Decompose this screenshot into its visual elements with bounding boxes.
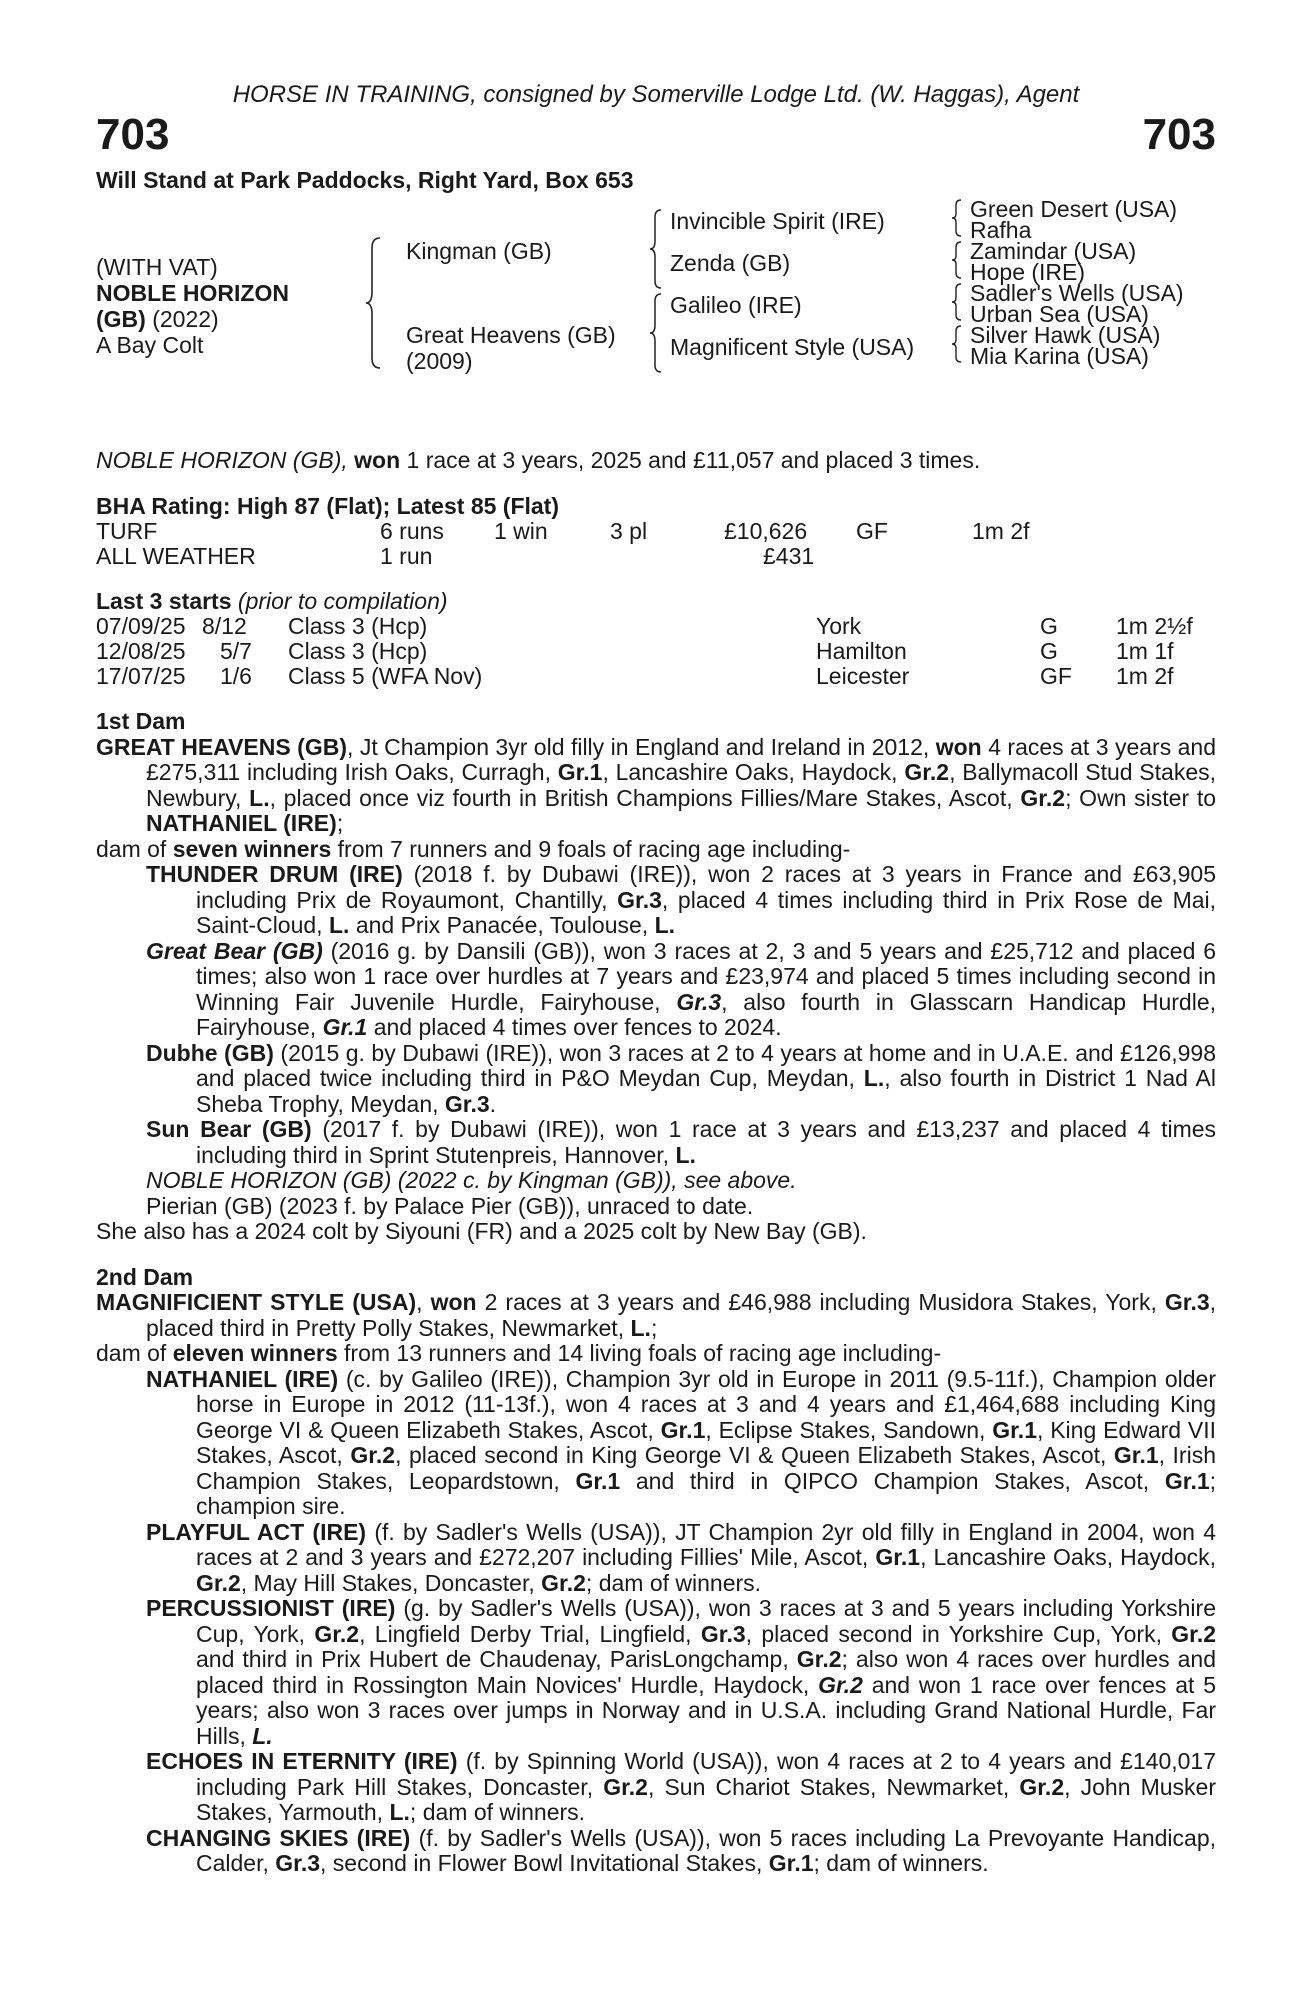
- text: , Lingfield Derby Trial, Lingfield,: [359, 1620, 692, 1647]
- sire-dam: Zenda (GB): [670, 250, 791, 276]
- progeny-entry: Pierian (GB) (2023 f. by Palace Pier (GB)), unraced to date.: [146, 1192, 754, 1219]
- start-position: 8/12: [202, 613, 247, 639]
- start-row: [96, 664, 1216, 689]
- ratings-block: [96, 494, 1216, 569]
- text: ;: [650, 1314, 658, 1341]
- dam-name: GREAT HEAVENS (GB): [96, 733, 347, 760]
- text: (2016 g. by Dansili (GB)), won 3 races at 2, 3 and 5 years and £25,712 and placed 6 times; also won 1 race over hurdles at 7 years and £23,974 and placed 5 times including second in Winning Fair Juvenile Hurdle, Fairyhouse,: [196, 937, 1217, 1015]
- progeny-entry: [96, 1596, 1216, 1749]
- horse-origin: (GB): [96, 306, 146, 332]
- surface: ALL WEATHER: [96, 543, 256, 569]
- progeny-name: Dubhe (GB): [146, 1039, 274, 1066]
- gg-silver-hawk: Silver Hawk (USA): [970, 322, 1161, 348]
- progeny-name: CHANGING SKIES (IRE): [146, 1824, 411, 1851]
- text: and third in Prix Hubert de Chaudenay, ParisLongchamp,: [196, 1646, 789, 1672]
- prize: £10,626: [724, 518, 808, 544]
- horse-description: A Bay Colt: [96, 332, 204, 358]
- text: dam of: [96, 835, 167, 862]
- text: , Sun Chariot Stakes, Newmarket,: [647, 1773, 1010, 1800]
- grade: Gr.2: [1171, 1620, 1217, 1647]
- sister-name: NATHANIEL (IRE): [146, 810, 337, 836]
- dam-dam: Magnificent Style (USA): [670, 334, 915, 360]
- horse-origin-year: [96, 306, 219, 332]
- progeny-name: Great Bear (GB): [146, 937, 323, 964]
- text: (f. by Sadler's Wells (USA)), JT Champion 2yr old filly in England in 2004, won 4 races at 2 and 3 years and £272,207 including Fillies' Mile, Ascot,: [196, 1518, 1217, 1570]
- grade: Gr.3: [444, 1090, 490, 1117]
- text: (2017 f. by Dubawi (IRE)), won 1 race at 3 years and £13,237 and placed 4 times including third in Sprint Stutenpreis, Hannover,: [196, 1116, 1217, 1168]
- won: won: [430, 1289, 477, 1315]
- text: , placed second in King George VI & Queen Elizabeth Stakes, Ascot,: [395, 1442, 1107, 1468]
- grade: Gr.2: [196, 1569, 241, 1596]
- ratings-row: [96, 519, 1216, 544]
- grade: Gr.1: [875, 1544, 921, 1570]
- dam-of-line: [96, 837, 1216, 863]
- text: 2 races at 3 years and £46,988 including Musidora Stakes, York,: [484, 1289, 1157, 1315]
- listed: L.: [630, 1314, 651, 1341]
- horse-year: (2022): [152, 306, 219, 332]
- catalogue-page: [96, 80, 1216, 1877]
- start-course: York: [816, 613, 862, 639]
- brace-gg1: [950, 198, 964, 238]
- grade: Gr.2: [796, 1646, 842, 1672]
- grade: Gr.1: [992, 1416, 1037, 1443]
- text: , Irish Champion Stakes, Leopardstown,: [196, 1442, 1216, 1494]
- progeny-entry: [96, 1367, 1216, 1520]
- dam-name: MAGNIFICIENT STYLE (USA): [96, 1289, 417, 1315]
- text: ; dam of winners.: [585, 1569, 762, 1596]
- dam-name: Great Heavens (GB): [406, 322, 616, 348]
- distance: 1m 2f: [972, 518, 1030, 544]
- gg-rafha: Rafha: [970, 217, 1032, 243]
- text: ;: [336, 810, 344, 836]
- start-course: Hamilton: [816, 638, 907, 664]
- start-going: G: [1040, 613, 1058, 639]
- text: , Eclipse Stakes, Sandown,: [705, 1416, 986, 1443]
- progeny-entry: [96, 1117, 1216, 1168]
- wins: 1 win: [494, 518, 548, 544]
- grade: Gr.2: [818, 1671, 863, 1698]
- first-dam-paragraph: [96, 735, 1216, 837]
- text: , Lancashire Oaks, Haydock,: [602, 759, 898, 785]
- start-distance: 1m 2½f: [1116, 613, 1193, 639]
- text: ; Own sister to: [1065, 784, 1217, 811]
- last-starts-block: [96, 589, 1216, 689]
- grade: Gr.1: [575, 1467, 621, 1494]
- winners-count: seven winners: [172, 835, 332, 862]
- text: 4 races at 3 years and £275,311 including Irish Oaks, Curragh,: [146, 733, 1217, 785]
- gg-urban-sea: Urban Sea (USA): [970, 301, 1149, 327]
- text: ; dam of winners.: [409, 1799, 586, 1825]
- first-dam-section: [96, 709, 1216, 1245]
- progeny-entry: [96, 1749, 1216, 1826]
- bha-rating: BHA Rating: High 87 (Flat); Latest 85 (Flat): [96, 493, 559, 519]
- listed: L.: [328, 912, 350, 938]
- progeny-name: NATHANIEL (IRE): [146, 1365, 339, 1392]
- start-position: 5/7: [220, 638, 252, 664]
- also-has-line: She also has a 2024 colt by Siyouni (FR) and a 2025 colt by New Bay (GB).: [96, 1218, 867, 1244]
- text: , placed third in Pretty Polly Stakes, Newmarket,: [146, 1289, 1217, 1341]
- runs: 6 runs: [380, 518, 444, 544]
- text: , second in Flower Bowl Invitational Stakes,: [320, 1850, 763, 1876]
- progeny-name: PERCUSSIONIST (IRE): [146, 1595, 396, 1621]
- text: and won 1 race over fences at 5 years; also won 3 races over jumps in Norway and in U.S.A. including Grand National Hurdle, Far Hills,: [196, 1671, 1217, 1749]
- listed: L.: [675, 1141, 696, 1168]
- start-race: Class 3 (Hcp): [288, 638, 428, 664]
- start-race: Class 5 (WFA Nov): [288, 663, 483, 689]
- progeny-name: THUNDER DRUM (IRE): [146, 861, 403, 887]
- grade: Gr.1: [557, 759, 603, 785]
- placed: 3 pl: [610, 518, 648, 544]
- won: won: [935, 733, 982, 760]
- prize: £431: [763, 543, 815, 569]
- grade: Gr.1: [1164, 1467, 1210, 1494]
- gg-zamindar: Zamindar (USA): [970, 238, 1137, 264]
- text: and Prix Panacée, Toulouse,: [355, 912, 649, 938]
- grade: Gr.3: [275, 1850, 321, 1876]
- text: ; also won 4 races over hurdles and placed third in Rossington Main Novices' Hurdle, Haydock,: [196, 1646, 1217, 1698]
- text: (2018 f. by Dubawi (IRE)), won 2 races at 3 years in France and £63,905 including Prix de Royaumont, Chantilly,: [196, 861, 1217, 913]
- text: , placed 4 times including third in Prix Rose de Mai, Saint-Cloud,: [196, 886, 1217, 938]
- text: , John Musker Stakes, Yarmouth,: [196, 1773, 1217, 1825]
- start-race: Class 3 (Hcp): [288, 613, 428, 639]
- lot-number-right: 703: [1142, 110, 1216, 159]
- progeny-entry: [96, 939, 1216, 1041]
- grade: Gr.3: [617, 886, 662, 913]
- text: dam of: [96, 1340, 167, 1366]
- progeny-name: Sun Bear (GB): [146, 1116, 312, 1142]
- brace-gg3: [950, 282, 964, 322]
- surface: TURF: [96, 518, 158, 544]
- summary-horse-name: NOBLE HORIZON (GB),: [96, 447, 348, 473]
- brace-gg4: [950, 324, 964, 364]
- gg-mia-karina: Mia Karina (USA): [970, 343, 1149, 369]
- gg-sadlers-wells: Sadler's Wells (USA): [970, 280, 1184, 306]
- grade: Gr.2: [1020, 784, 1066, 811]
- text: , May Hill Stakes, Doncaster,: [240, 1569, 535, 1596]
- grade: Gr.1: [768, 1850, 814, 1876]
- first-dam-heading: 1st Dam: [96, 708, 186, 734]
- race-summary: [96, 446, 1216, 474]
- sire-sire: Invincible Spirit (IRE): [670, 208, 885, 234]
- progeny-entry: NOBLE HORIZON (GB) (2022 c. by Kingman (GB)), see above.: [146, 1167, 797, 1193]
- second-dam-heading: 2nd Dam: [96, 1263, 194, 1290]
- text: (2015 g. by Dubawi (IRE)), won 3 races at 2 to 4 years at home and in U.A.E. and £126,998 and placed twice including third in P&O Meydan Cup, Meydan,: [196, 1039, 1217, 1091]
- listed: L.: [654, 912, 676, 938]
- grade: Gr.2: [541, 1569, 586, 1596]
- progeny-entry: [96, 1041, 1216, 1118]
- text: and third in QIPCO Champion Stakes, Ascot,: [635, 1467, 1150, 1494]
- grade: Gr.2: [1019, 1773, 1065, 1800]
- text: and placed 4 times over fences to 2024.: [373, 1014, 782, 1040]
- going: GF: [856, 518, 888, 544]
- grade: Gr.2: [350, 1442, 396, 1468]
- text: from 7 runners and 9 foals of racing age including-: [337, 835, 851, 862]
- lot-number-left: 703: [96, 110, 170, 159]
- listed: L.: [252, 1722, 273, 1749]
- progeny-name: ECHOES IN ETERNITY (IRE): [146, 1748, 458, 1774]
- text: (c. by Galileo (IRE)), Champion 3yr old in Europe in 2011 (9.5-11f.), Champion older horse in Europe in 2012 (11-13f.), won 4 races at 3 and 4 years and £1,464,688 including King George VI & Queen Elizabeth Stakes, Ascot,: [196, 1365, 1216, 1443]
- last-starts-heading: [96, 589, 1216, 614]
- brace-main: [364, 236, 384, 370]
- progeny-entry: [96, 1520, 1216, 1597]
- progeny-entry: [96, 862, 1216, 939]
- listed: L.: [389, 1799, 410, 1825]
- start-row: [96, 614, 1216, 639]
- start-course: Leicester: [816, 663, 910, 689]
- progeny-name: PLAYFUL ACT (IRE): [146, 1518, 367, 1545]
- brace-gg2: [950, 240, 964, 280]
- text: , King Edward VII Stakes, Ascot,: [196, 1416, 1217, 1468]
- text: ; champion sire.: [196, 1467, 1217, 1519]
- last-starts-note: (prior to compilation): [237, 588, 448, 614]
- start-date: 12/08/25: [96, 638, 186, 664]
- text: ; dam of winners.: [813, 1850, 989, 1876]
- grade: Gr.3: [676, 988, 722, 1015]
- text: (f. by Spinning World (USA)), won 4 races at 2 to 4 years and £140,017 including Park Hill Stakes, Doncaster,: [196, 1748, 1216, 1800]
- start-row: [96, 639, 1216, 664]
- grade: Gr.2: [314, 1620, 360, 1647]
- grade: Gr.2: [904, 759, 950, 785]
- listed: L.: [249, 784, 270, 811]
- grade: Gr.1: [1113, 1442, 1159, 1468]
- summary-text: 1 race at 3 years, 2025 and £11,057 and placed 3 times.: [406, 447, 981, 473]
- dam-year: (2009): [406, 348, 473, 374]
- brace-sire: [648, 208, 664, 290]
- stand-location: Will Stand at Park Paddocks, Right Yard, Box 653: [96, 167, 634, 193]
- text: from 13 runners and 14 living foals of racing age including-: [344, 1340, 942, 1366]
- start-position: 1/6: [220, 663, 252, 689]
- summary-won: won: [354, 447, 401, 473]
- start-date: 07/09/25: [96, 613, 186, 639]
- lot-number-row: [96, 110, 1216, 162]
- text: .: [489, 1090, 497, 1117]
- pedigree-chart: [96, 196, 1216, 426]
- brace-dam: [648, 292, 664, 374]
- start-distance: 1m 2f: [1116, 663, 1174, 689]
- grade: Gr.1: [660, 1416, 706, 1443]
- text: (g. by Sadler's Wells (USA)), won 3 races at 3 and 5 years including Yorkshire Cup, York,: [196, 1595, 1216, 1647]
- second-dam-paragraph: [96, 1290, 1216, 1341]
- dam-of-line: [96, 1341, 1216, 1367]
- text: , also fourth in Glasscarn Handicap Hurdle, Fairyhouse,: [196, 988, 1217, 1040]
- gg-green-desert: Green Desert (USA): [970, 196, 1178, 222]
- gg-hope: Hope (IRE): [970, 259, 1086, 285]
- start-date: 17/07/25: [96, 663, 186, 689]
- text: , Lancashire Oaks, Haydock,: [920, 1544, 1217, 1570]
- text: , placed second in Yorkshire Cup, York,: [745, 1620, 1162, 1647]
- grade: Gr.3: [1164, 1289, 1210, 1315]
- sire-name: Kingman (GB): [406, 238, 552, 264]
- text: ,: [416, 1289, 423, 1315]
- horse-name: NOBLE HORIZON: [96, 280, 289, 306]
- text: , placed once viz fourth in British Champions Fillies/Mare Stakes, Ascot,: [269, 784, 1013, 811]
- last-starts-title: Last 3 starts: [96, 588, 232, 614]
- text: , also fourth in District 1 Nad Al Sheba Trophy, Meydan,: [196, 1065, 1217, 1117]
- text: (f. by Sadler's Wells (USA)), won 5 races including La Prevoyante Handicap, Calder,: [196, 1824, 1217, 1876]
- grade: Gr.3: [700, 1620, 746, 1647]
- start-going: G: [1040, 638, 1058, 664]
- ratings-row: [96, 544, 1216, 569]
- start-distance: 1m 1f: [1116, 638, 1174, 664]
- grade: Gr.2: [603, 1773, 648, 1800]
- progeny-entry: [96, 1826, 1216, 1877]
- winners-count: eleven winners: [172, 1340, 338, 1366]
- text: , Ballymacoll Stud Stakes, Newbury,: [146, 759, 1217, 811]
- text: , Jt Champion 3yr old filly in England and Ireland in 2012,: [346, 733, 930, 760]
- grade: Gr.1: [322, 1014, 368, 1040]
- start-going: GF: [1040, 663, 1072, 689]
- vat-note: (WITH VAT): [96, 254, 218, 280]
- consignment-line: HORSE IN TRAINING, consigned by Somerville Lodge Ltd. (W. Haggas), Agent: [232, 81, 1080, 108]
- dam-sire: Galileo (IRE): [670, 292, 802, 318]
- runs: 1 run: [380, 543, 433, 569]
- second-dam-section: [96, 1265, 1216, 1877]
- listed: L.: [863, 1065, 885, 1091]
